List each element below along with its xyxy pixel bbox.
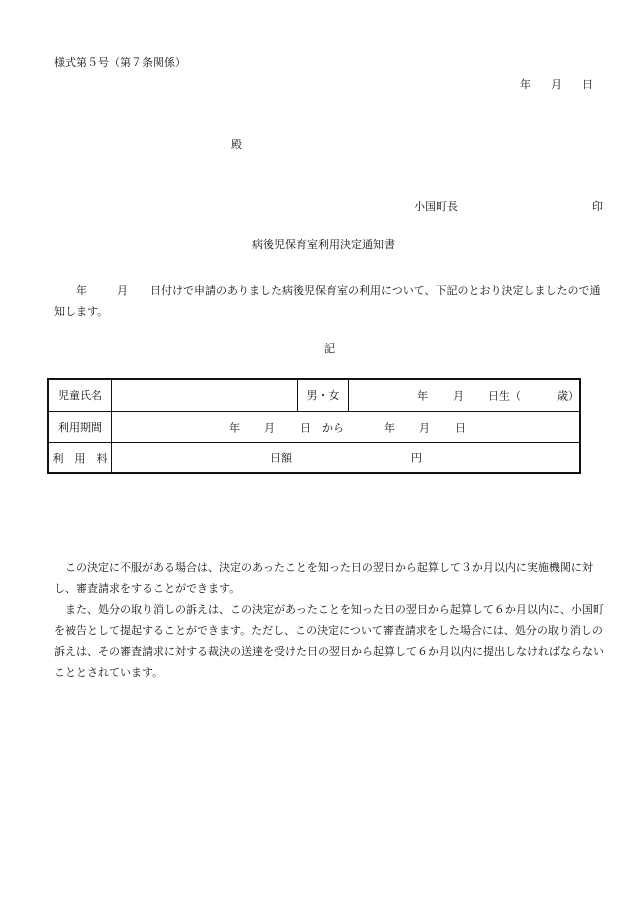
period-end-year: 年: [384, 421, 395, 434]
intro-month: 月: [117, 284, 128, 297]
fee-daily: 日額: [270, 451, 292, 465]
period-start-day: 日 から: [300, 421, 344, 434]
date-line: [520, 79, 593, 90]
issuer-seal: 印: [592, 200, 603, 213]
intro-text: 日付けで申請のありました病後児保育室の利用について、下記のとおり決定しましたので通知します。: [54, 284, 601, 318]
period-end-day: 日: [455, 421, 466, 434]
period-start-month: 月: [264, 421, 275, 434]
row-usage-fee: [49, 442, 579, 473]
intro-paragraph: [54, 280, 606, 322]
birth-day: 日生（: [488, 389, 521, 402]
addressee-suffix: 殿: [231, 138, 242, 151]
info-table: [47, 378, 581, 474]
notice-paragraph: この決定に不服がある場合は、決定のあったことを知った日の翌日から起算して３か月以内に実施機関に対し、審査請求をすることができます。: [54, 561, 593, 595]
fee-yen: 円: [411, 451, 422, 465]
label-usage-period: 利用期間: [49, 412, 112, 443]
row-usage-period: [49, 411, 579, 443]
label-child-name: 児童氏名: [49, 380, 112, 411]
form-number: 様式第５号（第７条関係）: [54, 56, 186, 69]
notice-paragraph: また、処分の取り消しの訴えは、この決定があったことを知った日の翌日から起算して６か月以内に、小国町を被告として提起することができます。ただし、この決定について審査請求をした場合には、処分の取り消しの訴えは、その審査請求に対する裁決の送達を受けた日の翌日から起算して６か月以内に提出しなければならないこととされています。: [54, 603, 604, 679]
record-mark: 記: [324, 342, 335, 355]
date-month: 月: [551, 78, 562, 91]
appeal-notice: [54, 557, 606, 683]
period-end-month: 月: [419, 421, 430, 434]
birth-month: 月: [453, 389, 464, 402]
row-child-name: [49, 380, 579, 411]
label-usage-fee: 利 用 料: [49, 443, 112, 473]
age: 歳）: [557, 389, 579, 402]
period-start-year: 年: [229, 421, 240, 434]
intro-year: 年: [76, 284, 87, 297]
document-title: 病後児保育室利用決定通知書: [252, 238, 395, 251]
birth-year: 年: [417, 389, 428, 402]
date-day: 日: [582, 78, 593, 91]
gender-choice: 男・女: [297, 380, 349, 411]
date-year: 年: [520, 78, 531, 91]
issuer-name: 小国町長: [414, 200, 458, 213]
